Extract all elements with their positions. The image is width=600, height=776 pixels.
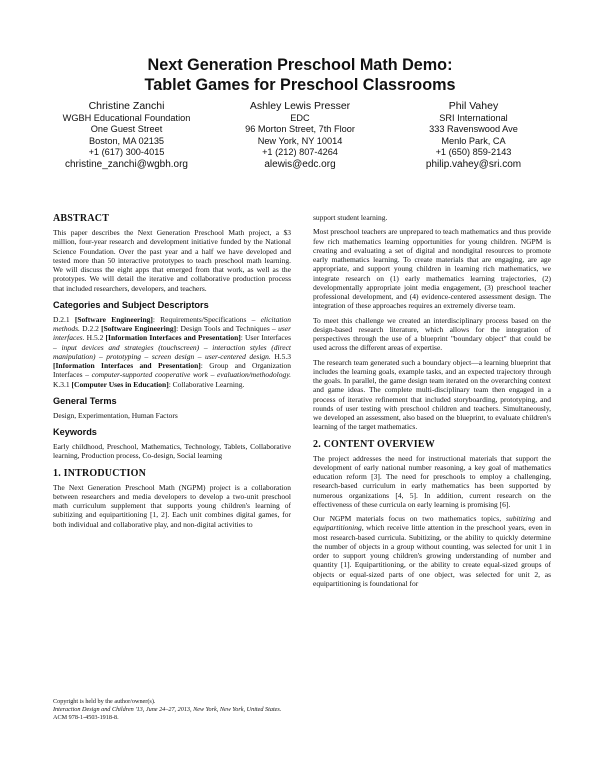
categories-heading: Categories and Subject Descriptors — [53, 299, 209, 310]
author-name: Christine Zanchi — [88, 100, 165, 112]
author-phone: +1 (650) 859-2143 — [435, 146, 512, 157]
introduction-text: The Next Generation Preschool Math (NGPM) project is a collaboration between researchers and media developers to develop a two-unit preschool math curriculum supplement that supports young children's learning of subitizing and equipartitioning [1, 2]. Each unit combines digital games, for both individual and collaborative play, and non-digital activities to — [53, 482, 291, 529]
right-column — [313, 213, 551, 593]
author-1 — [40, 100, 213, 171]
paragraph: The project addresses the need for instructional materials that support the development of early national number reasoning, a key goal of mathematics education reform [3]. The need for preschools to employ a challenging, research-based curriculum in early mathematics has been supported by numerous organizations [4, 5]. In addition, current research on the effectiveness of these curricula on early learning is promising [6]. — [313, 453, 551, 509]
author-3 — [387, 100, 560, 171]
author-address-line-1: 96 Morton Street, 7th Floor — [245, 124, 355, 135]
author-name: Phil Vahey — [448, 100, 499, 112]
author-name: Ashley Lewis Presser — [249, 100, 351, 112]
author-address-line-1: 333 Ravenswood Ave — [429, 124, 518, 135]
author-email: alewis@edc.org — [264, 159, 336, 171]
abstract-heading: ABSTRACT — [53, 213, 110, 224]
paper-title-line-2: Tablet Games for Preschool Classrooms — [144, 76, 456, 94]
author-address-line-2: Menlo Park, CA — [441, 135, 506, 146]
paragraph: The research team generated such a boundary object—a learning blueprint that includes the learning goals, example tasks, and an expected trajectory through the goals. In parallel, the game design team iterated on the overarching context and game ideas. The complete multi-disciplinary team then engaged in a process of iterative refinement that included storyboarding, prototyping, and rounds of user testing with preschool children and teachers. Simultaneously, we developed an assessment, also based on the blueprint, to evaluate children's learning of the target mathematics. — [313, 357, 551, 432]
copyright-footnote — [53, 698, 293, 722]
author-phone: +1 (212) 807-4264 — [262, 146, 338, 157]
general-terms-heading: General Terms — [53, 395, 117, 406]
content-overview-heading: 2. CONTENT OVERVIEW — [313, 438, 435, 450]
author-address-line-1: One Guest Street — [90, 124, 163, 135]
author-affiliation: SRI International — [439, 113, 508, 123]
author-block — [40, 100, 560, 171]
left-column — [53, 213, 291, 534]
author-affiliation: EDC — [290, 113, 310, 123]
author-phone: +1 (617) 300-4015 — [88, 146, 165, 157]
paragraph: To meet this challenge we created an interdisciplinary process based on the design-based research literature, which allows for the integration of perspectives through the use of a blueprint "boundary object" that could be used across the different areas of expertise. — [313, 315, 551, 353]
categories-text: D.2.1 [Software Engineering]: Requirements/Specifications – elicitation methods. D.2.2 [Software Engineering]: Design Tools and Techniques – user interfaces. H.5.2 [Information Interfaces and Presentation]: User Interfaces – input devices and strategies (touchscreen) – interaction styles (direct manipulation) – prototyping – screen design – user-centered design. H.5.3 [Information Interfaces and Presentation]: Group and Organization Interfaces – computer-supported cooperative work – evaluation/methodology. K.3.1 [Computer Uses in Education]: Collaborative Learning. — [53, 314, 292, 389]
author-affiliation: WGBH Educational Foundation — [62, 113, 191, 123]
paragraph: support student learning. — [313, 213, 388, 222]
author-email: christine_zanchi@wgbh.org — [65, 159, 188, 171]
general-terms-text: Design, Experimentation, Human Factors — [53, 410, 178, 420]
abstract-text: This paper describes the Next Generation Preschool Math project, a $3 million, four-year research and development initiative funded by the National Science Foundation. Over the past year and a half we have developed and tested more than 50 interactive prototypes to teach preschool math learning. We will discuss the eight apps that emerged from that work, as well as the prototypes. We will detail the iterative and collaborative production process that included researchers, developers, and teachers. — [53, 228, 291, 293]
footnote-line: Interaction Design and Children '13, June 24–27, 2013, New York, New York, United States. — [53, 706, 282, 713]
footnote-line: ACM 978-1-4503-1918-8. — [53, 714, 119, 721]
paragraph: Most preschool teachers are unprepared to teach mathematics and thus provide few rich mathematics learning opportunities for young children. NGPM is creating and evaluating a set of digital and nondigital resources to promote early mathematics learning. To create materials that are engaging, are age appropriate, and support young children in learning rich mathematics, we integrate research on (1) early mathematics learning trajectories, (2) developmentally appropriate joint media engagement, (3) preschool teacher professional development, and (4) evidence-centered assessment design. The integration of these approaches requires an extremely diverse team. — [313, 227, 551, 311]
keywords-heading: Keywords — [53, 427, 97, 437]
introduction-heading: 1. INTRODUCTION — [53, 467, 147, 479]
author-email: philip.vahey@sri.com — [425, 159, 522, 171]
author-address-line-2: New York, NY 10014 — [257, 135, 343, 146]
paragraph: Our NGPM materials focus on two mathematics topics, subitizing and equipartitioning, which receive little attention in the preschool years, even in most research-based curricula. Subitizing, or the ability to quickly determine the number of objects in a group without counting, was selected for unit 1 in order to support young children's growing understanding of number and quantity [1]. Equipartitioning, or the ability to create equal-sized groups of objects or equal-sized parts of one object, was selected for unit 2, as equipartitioning is foundational for — [313, 514, 551, 588]
author-2 — [214, 100, 387, 171]
footnote-line: Copyright is held by the author/owner(s). — [53, 698, 156, 705]
author-address-line-2: Boston, MA 02135 — [88, 135, 165, 146]
keywords-text: Early childhood, Preschool, Mathematics, Technology, Tablets, Collaborative learning, Production process, Co-design, Social learning — [53, 442, 291, 461]
paper-title-line-1: Next Generation Preschool Math Demo: — [147, 56, 453, 74]
